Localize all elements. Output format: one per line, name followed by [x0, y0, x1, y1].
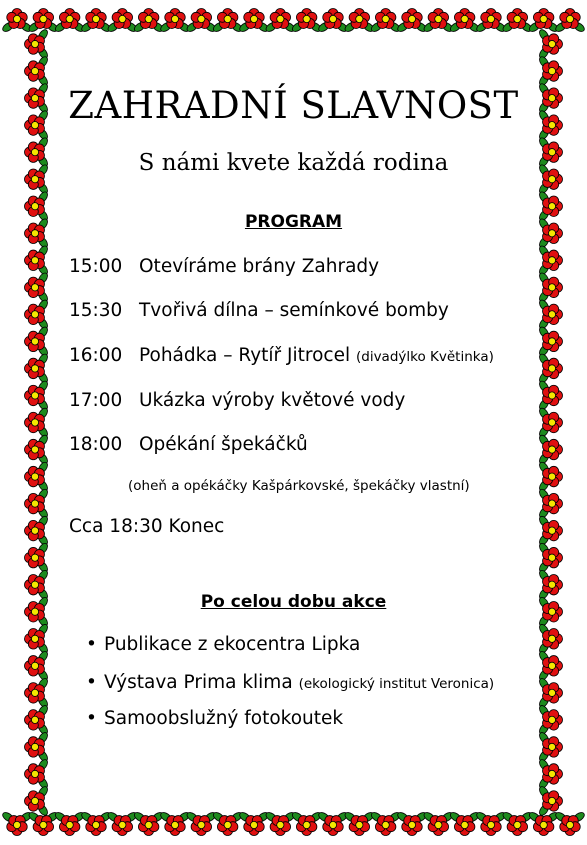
- bullet-icon: •: [86, 672, 97, 693]
- flower-icon: [538, 434, 563, 466]
- flower-icon: [25, 461, 50, 493]
- flower-icon: [80, 9, 112, 34]
- flower-icon: [422, 811, 454, 836]
- flower-icon: [554, 9, 586, 34]
- bullet-icon: •: [86, 634, 97, 655]
- program-text: Ukázka výroby květové vody: [139, 390, 406, 411]
- program-text: Tvořivá dílna – semínkové bomby: [139, 300, 449, 321]
- flower-icon: [264, 9, 296, 34]
- flower-icon: [538, 461, 563, 493]
- flower-icon: [343, 9, 375, 34]
- flower-icon: [25, 407, 50, 439]
- flower-icon: [25, 515, 50, 547]
- list-item: [86, 672, 494, 693]
- flower-icon: [538, 758, 563, 790]
- flower-icon: [25, 623, 50, 655]
- program-text: Opékání špekáčků: [139, 434, 308, 455]
- flower-icon: [25, 758, 50, 790]
- flower-icon: [212, 9, 244, 34]
- flower-icon: [538, 325, 563, 357]
- program-item: [69, 390, 405, 411]
- flower-icon: [25, 704, 50, 736]
- program-time: 15:30: [69, 300, 123, 321]
- flower-icon: [538, 542, 563, 574]
- flower-icon: [538, 731, 563, 763]
- flower-icon: [1, 9, 33, 34]
- end-line: Cca 18:30 Konec: [69, 516, 225, 537]
- flower-icon: [80, 811, 112, 836]
- program-note: (divadýlko Květinka): [355, 349, 494, 365]
- list-item: [86, 708, 343, 729]
- flower-icon: [370, 811, 402, 836]
- flower-icon: [25, 488, 50, 520]
- flower-icon: [133, 811, 165, 836]
- flower-icon: [185, 9, 217, 34]
- list-item-text: Publikace z ekocentra Lipka: [104, 634, 361, 655]
- flower-icon: [538, 353, 563, 385]
- flower-icon: [185, 811, 217, 836]
- flower-icon: [370, 9, 402, 34]
- flower-icon: [538, 380, 563, 412]
- flower-icon: [538, 677, 563, 709]
- flower-icon: [106, 9, 138, 34]
- flower-icon: [475, 811, 507, 836]
- flower-icon: [54, 811, 86, 836]
- flower-icon: [25, 298, 50, 330]
- program-time: 17:00: [69, 390, 123, 411]
- flower-icon: [528, 9, 560, 34]
- page-title: ZAHRADNÍ SLAVNOST: [68, 84, 519, 127]
- flower-icon: [317, 9, 349, 34]
- bullet-icon: •: [86, 708, 97, 729]
- flower-icon: [238, 811, 270, 836]
- flower-icon: [25, 677, 50, 709]
- flower-icon: [538, 271, 563, 303]
- flower-icon: [106, 811, 138, 836]
- flower-icon: [538, 298, 563, 330]
- program-heading: PROGRAM: [244, 212, 343, 232]
- program-item: [69, 256, 379, 277]
- flower-icon: [25, 325, 50, 357]
- flower-icon: [25, 28, 50, 60]
- program-time: 16:00: [69, 345, 123, 366]
- program-text: Pohádka – Rytíř Jitrocel: [139, 345, 351, 366]
- flower-icon: [501, 9, 533, 34]
- flower-icon: [538, 488, 563, 520]
- flower-icon: [538, 785, 563, 817]
- flower-icon: [317, 811, 349, 836]
- list-item-text: Samoobslužný fotokoutek: [104, 708, 344, 729]
- program-text: Otevíráme brány Zahrady: [139, 256, 380, 277]
- program-time: 18:00: [69, 434, 123, 455]
- flower-icon: [538, 244, 563, 276]
- flower-icon: [25, 434, 50, 466]
- flower-icon: [264, 811, 296, 836]
- flower-icon: [25, 542, 50, 574]
- flower-icon: [449, 811, 481, 836]
- flower-icon: [212, 811, 244, 836]
- flower-icon: [25, 731, 50, 763]
- flower-icon: [1, 811, 33, 836]
- flower-icon: [538, 650, 563, 682]
- flower-icon: [25, 785, 50, 817]
- flower-icon: [475, 9, 507, 34]
- flower-icon: [538, 623, 563, 655]
- flower-icon: [396, 811, 428, 836]
- flower-icon: [25, 55, 50, 87]
- flower-icon: [449, 9, 481, 34]
- flower-icon: [343, 811, 375, 836]
- flower-icon: [25, 380, 50, 412]
- flower-icon: [538, 55, 563, 87]
- flower-icon: [133, 9, 165, 34]
- flower-icon: [54, 9, 86, 34]
- flower-icon: [291, 9, 323, 34]
- list-item-text: Výstava Prima klima: [104, 672, 293, 693]
- flower-icon: [538, 515, 563, 547]
- flower-icon: [25, 650, 50, 682]
- flower-icon: [396, 9, 428, 34]
- flower-icon: [25, 353, 50, 385]
- program-note: (oheň a opékáčky Kašpárkovské, špekáčky vlastní): [128, 478, 470, 494]
- program-item: [69, 300, 449, 321]
- flower-icon: [27, 9, 59, 34]
- flower-icon: [501, 811, 533, 836]
- program-item: [69, 434, 308, 455]
- list-item-note: (ekologický institut Veronica): [298, 676, 495, 692]
- program-time: 15:00: [69, 256, 123, 277]
- flower-icon: [159, 811, 191, 836]
- flower-icon: [291, 811, 323, 836]
- flower-icon: [538, 407, 563, 439]
- all-day-heading: Po celou dobu akce: [200, 592, 387, 612]
- list-item: [86, 634, 360, 655]
- flower-icon: [422, 9, 454, 34]
- flower-icon: [25, 271, 50, 303]
- flower-icon: [538, 28, 563, 60]
- flower-icon: [538, 704, 563, 736]
- flower-icon: [159, 9, 191, 34]
- flower-icon: [238, 9, 270, 34]
- flower-icon: [25, 244, 50, 276]
- program-item: [69, 345, 494, 366]
- page-subtitle: S námi kvete každá rodina: [138, 150, 449, 176]
- flower-icon: [554, 811, 586, 836]
